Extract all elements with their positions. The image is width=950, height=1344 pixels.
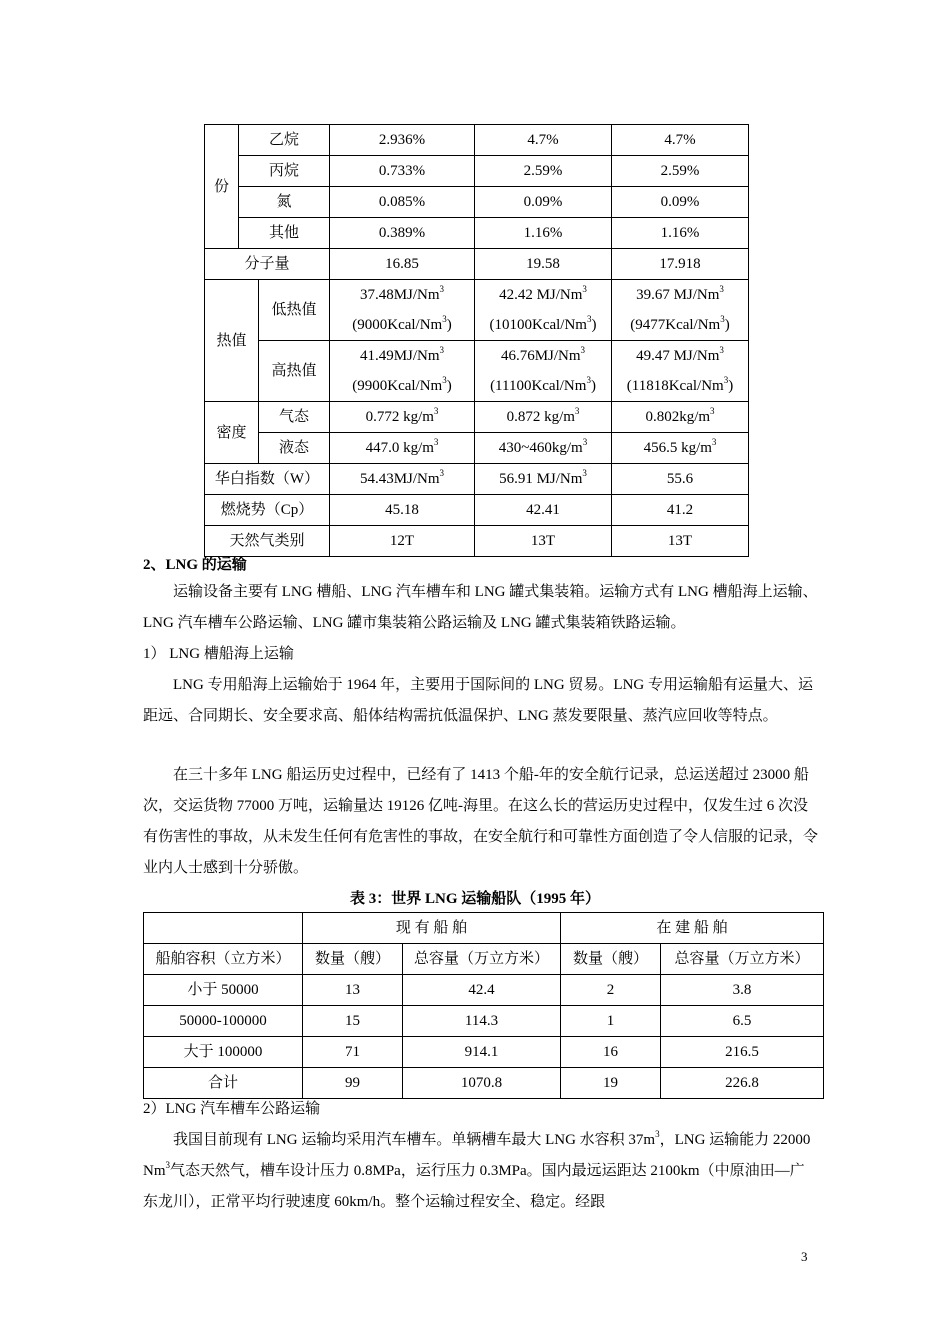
cell: 447.0 $kg/m^3$ (330, 433, 475, 464)
cell: 12T (330, 526, 475, 557)
cell: 1.16% (475, 218, 612, 249)
row-label: 液态 (259, 433, 330, 464)
density-group-label: 密度 (205, 402, 259, 464)
cell: 2.59% (475, 156, 612, 187)
table-cell: 1 (561, 1006, 661, 1037)
cell: 39.67 MJ/Nm$^3$ (9477Kcal/Nm$^3$) (612, 280, 749, 341)
table-cell: 226.8 (661, 1068, 824, 1099)
composition-group-label: 份 (205, 125, 239, 249)
cell: 41.2 (612, 495, 749, 526)
cell: 0.772 $kg/m^3$ (330, 402, 475, 433)
cell: 16.85 (330, 249, 475, 280)
row-label: 燃烧势（Cp） (205, 495, 330, 526)
heat-value-group-label: 热值 (205, 280, 259, 402)
cell: 0.085% (330, 187, 475, 218)
row-label: 丙烷 (239, 156, 330, 187)
cell: $0.802kg/m^3$ (612, 402, 749, 433)
paragraph: LNG 专用船海上运输始于 1964 年，主要用于国际间的 LNG 贸易。LNG 专用运输船有运量大、运距远、合同期长、安全要求高、船体结构需抗低温保护、LNG 蒸发要限量、蒸汽应回收等特点。 (143, 677, 813, 724)
table-cell: 15 (303, 1006, 403, 1037)
cell: 2.936% (330, 125, 475, 156)
table-cell: 99 (303, 1068, 403, 1099)
cell: 13T (612, 526, 749, 557)
subheading: 1） LNG 槽船海上运输 (143, 646, 294, 662)
table-cell: 50000-100000 (144, 1006, 303, 1037)
lng-fleet-table (143, 912, 824, 1099)
subheading: 2）LNG 汽车槽车公路运输 (143, 1101, 321, 1117)
row-label: 高热值 (259, 341, 330, 402)
row-label: 气态 (259, 402, 330, 433)
cell: 45.18 (330, 495, 475, 526)
table-cell: 3.8 (661, 975, 824, 1006)
cell: $430\sim 460kg/m^3$ (475, 433, 612, 464)
cell: 0.872 $kg/m^3$ (475, 402, 612, 433)
table-cell: 114.3 (403, 1006, 561, 1037)
row-label: 低热值 (259, 280, 330, 341)
paragraph: 我国目前现有 LNG 运输均采用汽车槽车。单辆槽车最大 LNG 水容积 $37m^3$，LNG 运输能力 22000 Nm$^3$气态天然气，槽车设计压力 0.8MPa，运行压力 0.3MPa。国内最远运距达 2100km（中原油田—广东龙川），正常平均行驶速度 60km/h。整个运输过程安全、稳定。经跟 (143, 1129, 811, 1210)
table-cell: 42.4 (403, 975, 561, 1006)
table-cell: 19 (561, 1068, 661, 1099)
table-cell: 合计 (144, 1068, 303, 1099)
cell: 1.16% (612, 218, 749, 249)
table-cell: 216.5 (661, 1037, 824, 1068)
page-number: 3 (801, 1249, 808, 1264)
cell: 4.7% (475, 125, 612, 156)
cell: 0.09% (475, 187, 612, 218)
table-cell: 13 (303, 975, 403, 1006)
cell: 2.59% (612, 156, 749, 187)
table-cell: 1070.8 (403, 1068, 561, 1099)
row-label: 华白指数（W） (205, 464, 330, 495)
table-cell: 71 (303, 1037, 403, 1068)
table-caption: 表 3：世界 LNG 运输船队（1995 年） (349, 891, 600, 907)
row-label: 天然气类别 (205, 526, 330, 557)
table-cell: 914.1 (403, 1037, 561, 1068)
cell: 54.43MJ/Nm$^3$ (330, 464, 475, 495)
empty-cell (144, 913, 303, 944)
header-existing: 现 有 船 舶 (303, 913, 561, 944)
cell: 37.48MJ/Nm$^3$ (9000Kcal/Nm$^3$) (330, 280, 475, 341)
cell: 56.91 MJ/Nm$^3$ (475, 464, 612, 495)
row-label: 氮 (239, 187, 330, 218)
cell: 19.58 (475, 249, 612, 280)
cell: 17.918 (612, 249, 749, 280)
cell: 13T (475, 526, 612, 557)
cell: 55.6 (612, 464, 749, 495)
cell: 46.76MJ/Nm$^3$ (11100Kcal/Nm$^3$) (475, 341, 612, 402)
column-header: 总容量（万立方米） (661, 944, 824, 975)
cell: 0.389% (330, 218, 475, 249)
paragraph: 运输设备主要有 LNG 槽船、LNG 汽车槽车和 LNG 罐式集装箱。运输方式有 LNG 槽船海上运输、LNG 汽车槽车公路运输、LNG 罐市集装箱公路运输及 LNG 罐式集装箱铁路运输。 (143, 584, 818, 631)
column-header: 船舶容积（立方米） (144, 944, 303, 975)
cell: 0.09% (612, 187, 749, 218)
column-header: 总容量（万立方米） (403, 944, 561, 975)
cell: 456.5 $kg/m^3$ (612, 433, 749, 464)
table-cell: 大于 100000 (144, 1037, 303, 1068)
cell: 42.41 (475, 495, 612, 526)
column-header: 数量（艘） (561, 944, 661, 975)
paragraph: 在三十多年 LNG 船运历史过程中，已经有了 1413 个船-年的安全航行记录，总运送超过 23000 船次，交运货物 77000 万吨，运输量达 19126 亿吨-海里。在这么长的营运历史过程中，仅发生过 6 次没有伤害性的事故，从未发生任何有危害性的事故，在安全航行和可靠性方面创造了令人信服的记录，令业内人士感到十分骄傲。 (143, 767, 819, 876)
table-cell: 6.5 (661, 1006, 824, 1037)
gas-properties-table (204, 124, 749, 557)
cell: 41.49MJ/Nm$^3$ (9900Kcal/Nm$^3$) (330, 341, 475, 402)
row-label: 乙烷 (239, 125, 330, 156)
table-cell: 2 (561, 975, 661, 1006)
row-label: 分子量 (205, 249, 330, 280)
column-header: 数量（艘） (303, 944, 403, 975)
section-heading: 2、LNG 的运输 (143, 557, 247, 573)
cell: 0.733% (330, 156, 475, 187)
row-label: 其他 (239, 218, 330, 249)
cell: 4.7% (612, 125, 749, 156)
cell: 42.42 MJ/Nm$^3$ (10100Kcal/Nm$^3$) (475, 280, 612, 341)
table-cell: 16 (561, 1037, 661, 1068)
cell: 49.47 MJ/Nm$^3$ (11818Kcal/Nm$^3$) (612, 341, 749, 402)
header-building: 在 建 船 舶 (561, 913, 824, 944)
table-cell: 小于 50000 (144, 975, 303, 1006)
